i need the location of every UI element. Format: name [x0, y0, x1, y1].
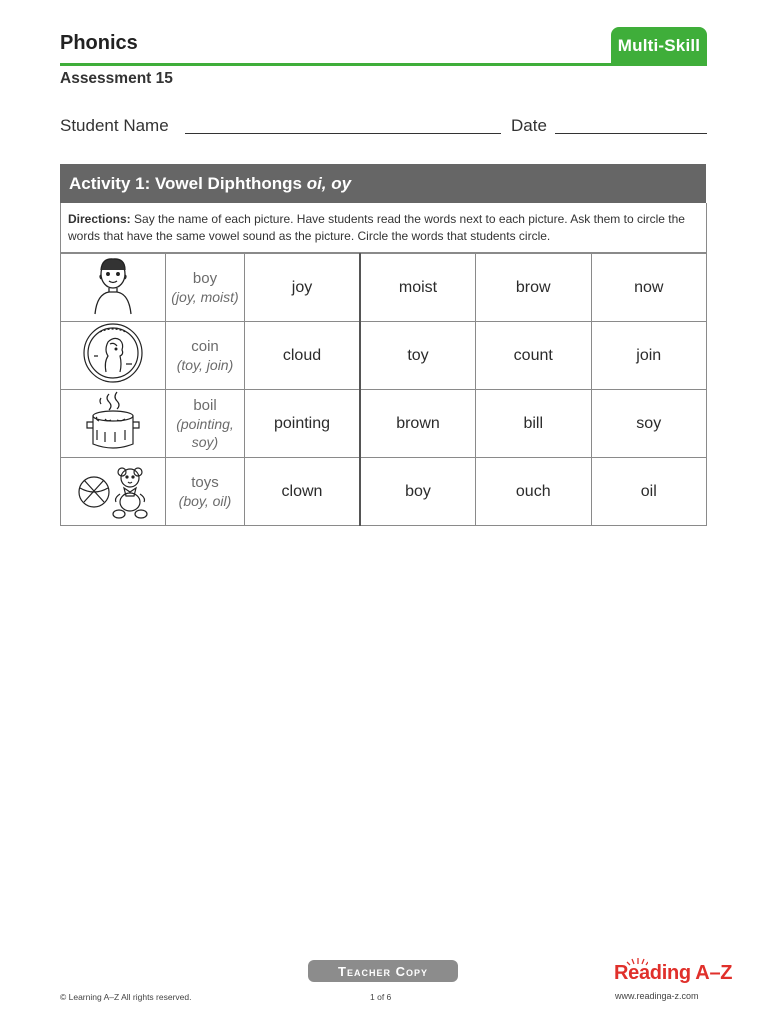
directions-box	[60, 203, 707, 253]
word-choice[interactable]: clown	[245, 458, 361, 526]
word-choice[interactable]: moist	[360, 254, 476, 322]
picture-name-cell	[166, 390, 245, 458]
student-name-field[interactable]	[185, 133, 501, 134]
teacher-copy-badge: Teacher Copy	[308, 960, 458, 982]
picture-word-hint: (joy, moist)	[171, 288, 239, 305]
word-choice[interactable]: join	[591, 322, 707, 390]
picture-word: boil	[193, 396, 217, 414]
activity-title: Activity 1: Vowel Diphthongs	[69, 173, 307, 193]
activity-header	[60, 164, 706, 203]
word-choice[interactable]: brown	[360, 390, 476, 458]
coin-icon	[82, 322, 144, 384]
word-choice[interactable]: joy	[245, 254, 361, 322]
table-row	[61, 254, 707, 322]
word-choice[interactable]: oil	[591, 458, 707, 526]
picture-name-cell	[166, 254, 245, 322]
word-choice[interactable]: now	[591, 254, 707, 322]
directions-label: Directions:	[68, 212, 131, 226]
word-choice[interactable]: brow	[476, 254, 592, 322]
reading-az-logo: Reading A–Z	[614, 962, 733, 984]
picture-word-hint: (pointing, soy)	[176, 415, 234, 450]
word-choice[interactable]: boy	[360, 458, 476, 526]
table-row	[61, 322, 707, 390]
picture-word: coin	[191, 337, 219, 355]
word-choice[interactable]: pointing	[245, 390, 361, 458]
picture-name-cell	[166, 322, 245, 390]
picture-name-cell	[166, 458, 245, 526]
picture-word: toys	[191, 473, 219, 491]
table-row	[61, 390, 707, 458]
activity-title-emphasis: oi, oy	[306, 173, 352, 193]
toys-picture	[61, 458, 166, 526]
word-table	[60, 253, 707, 526]
word-choice[interactable]: cloud	[245, 322, 361, 390]
boiling-pot-icon	[83, 390, 143, 452]
table-row	[61, 458, 707, 526]
page-number: 1 of 6	[370, 992, 392, 1002]
directions-text: Say the name of each picture. Have students read the words next to each picture. Ask them to circle the words that have the same vowel sound as the picture. Circle the words that students circle.	[68, 212, 685, 243]
picture-word-hint: (toy, join)	[176, 356, 234, 373]
word-choice[interactable]: soy	[591, 390, 707, 458]
copyright-text: © Learning A–Z All rights reserved.	[60, 992, 192, 1002]
student-name-label: Student Name	[60, 116, 169, 135]
toys-icon	[76, 458, 150, 520]
boiling-pot-picture	[61, 390, 166, 458]
picture-word-hint: (boy, oil)	[178, 492, 232, 509]
picture-word: boy	[192, 269, 218, 287]
word-choice[interactable]: count	[476, 322, 592, 390]
header-divider	[60, 63, 707, 66]
date-field[interactable]	[555, 133, 707, 134]
website-url[interactable]: www.readinga-z.com	[615, 991, 699, 1001]
coin-picture	[61, 322, 166, 390]
sun-rays-icon	[626, 956, 648, 966]
boy-picture	[61, 254, 166, 322]
multi-skill-badge: Multi-Skill	[611, 27, 707, 65]
assessment-subtitle: Assessment 15	[60, 70, 173, 87]
word-choice[interactable]: bill	[476, 390, 592, 458]
word-choice[interactable]: toy	[360, 322, 476, 390]
page-title: Phonics	[60, 32, 138, 54]
date-label: Date	[511, 116, 547, 135]
boy-icon	[83, 254, 143, 316]
word-choice[interactable]: ouch	[476, 458, 592, 526]
